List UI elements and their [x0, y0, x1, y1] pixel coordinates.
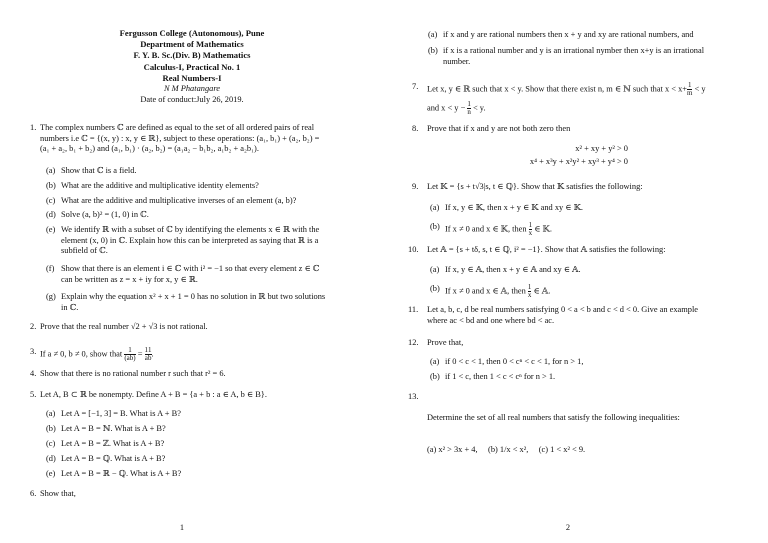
class-name: F. Y. B. Sc.(Div. B) Mathematics: [133, 50, 251, 61]
sub-question-text-line: if x is a rational number and y is an irrational nymber then x+y is an irrational: [443, 46, 705, 55]
fraction-one-over-m: [687, 82, 692, 97]
sub-question-text: ∈ 𝕂.: [534, 224, 552, 234]
question-number: 4.: [30, 369, 37, 378]
document-header: [30, 28, 354, 105]
question-number: 2.: [30, 322, 37, 331]
author-name: N M Phatangare: [164, 84, 220, 94]
sub-question-text: What are the additive and multiplicative identity elements?: [61, 181, 259, 190]
question-3: [30, 343, 360, 363]
page-2: [384, 0, 768, 543]
sub-question-label: (b): [428, 46, 438, 55]
fraction-numerator: 1: [527, 283, 532, 291]
sub-question-text: If x ≠ 0 and x ∈ 𝔸, then: [445, 286, 526, 296]
question-number: 11.: [408, 305, 419, 314]
fraction-one-over-x: [528, 284, 532, 299]
fraction-denominator: m: [686, 89, 693, 97]
sub-question-text-line: Show that there is an element i ∈ ℂ with i² = −1 so that every element z ∈ ℂ: [61, 264, 320, 273]
fraction-denominator: a: [144, 354, 148, 362]
fraction-one-over-x: [529, 222, 533, 237]
question-text-line: The complex numbers ℂ are defined as equal to the set of all ordered pairs of real: [40, 123, 315, 132]
sub-question-text: If x, y ∈ 𝔸, then x + y ∈ 𝔸 and xy ∈ 𝔸.: [445, 265, 581, 274]
sub-question-text: if 0 < c < 1, then 0 < cⁿ < c < 1, for n > 1,: [445, 357, 584, 366]
question-number: 1.: [30, 123, 37, 132]
question-number: 8.: [412, 124, 419, 133]
sub-question-text-line: Explain why the equation x² + x + 1 = 0 has no solution in ℝ but two solutions: [61, 292, 326, 301]
department-name: Department of Mathematics: [140, 39, 244, 50]
sub-question-label: (e): [46, 225, 56, 234]
fraction-one-over-n: [467, 101, 471, 116]
question-text: < y: [694, 84, 706, 94]
sub-question-text: if 1 < c, then 1 < c < cⁿ for n > 1.: [445, 372, 556, 381]
sub-question-label: (b): [46, 424, 56, 433]
sub-question-text-line: in ℂ.: [61, 302, 79, 312]
page-number: 1: [179, 523, 185, 532]
question-text: Prove that,: [427, 338, 464, 347]
sub-question-label: (c): [46, 439, 56, 448]
question-text: Let x, y ∈ ℝ such that x < y. Show that there exist n, m ∈ ℕ such that x < x+: [427, 84, 687, 94]
sub-question-label: (c): [46, 196, 56, 205]
question-number: 10.: [408, 245, 419, 254]
sub-question-label: (e): [46, 469, 56, 478]
sub-question-label: (d): [46, 210, 56, 219]
formula-quartic: x⁴ + x³y + x²y² + xy³ + y⁴ > 0: [529, 157, 628, 166]
sub-question-label: (f): [46, 264, 55, 273]
question-text: < y.: [472, 103, 486, 113]
sub-question-text: ∈ 𝔸.: [533, 286, 551, 296]
question-number: 9.: [412, 182, 419, 191]
sub-question-9b: [430, 218, 750, 236]
formula-quadratic: x² + xy + y² > 0: [575, 144, 628, 153]
question-text-line: (a) x² > 3x + 4, (b) 1/x < x², (c) 1 < x² < 9.: [427, 444, 586, 454]
sub-question-text-line: can be written as z = x + iy for x, y ∈ ℝ.: [61, 274, 198, 284]
question-text: Prove that if x and y are not both zero then: [427, 124, 571, 133]
sub-question-label: (b): [430, 284, 440, 293]
sub-question-text: Let A = B = ℚ. What is A + B?: [61, 454, 166, 463]
sub-question-text: Solve (a, b)² = (1, 0) in ℂ.: [61, 210, 149, 219]
question-text: Let 𝕂 = {s + t√3|s, t ∈ ℚ}. Show that 𝕂 satisfies the following:: [427, 182, 643, 191]
fraction-numerator: 1: [128, 346, 132, 354]
fraction-one-over-ab: [124, 347, 135, 362]
sub-question-label: (a): [430, 357, 440, 366]
sub-question-label: (b): [430, 222, 440, 231]
sub-question-label: (b): [430, 372, 440, 381]
fraction-denominator: x: [527, 291, 532, 299]
equals-sign: =: [137, 349, 143, 359]
question-number: 6.: [30, 489, 37, 498]
sub-question-label: (a): [430, 203, 440, 212]
fraction-numerator: 1: [528, 221, 533, 229]
question-number: 7.: [412, 82, 419, 91]
sub-question-10b: [430, 280, 750, 298]
sub-question-label: (d): [46, 454, 56, 463]
question-text-line: where ac < bd and one where bd < ac.: [427, 315, 555, 325]
sub-question-label: (a): [430, 265, 440, 274]
college-name: Fergusson College (Autonomous), Pune: [119, 28, 265, 38]
sub-question-text: Let A = B = ℤ. What is A + B?: [61, 439, 165, 448]
question-text: Let A, B ⊂ ℝ be nonempty. Define A + B = {a + b : a ∈ A, b ∈ B}.: [40, 390, 267, 399]
sub-question-text: if x and y are rational numbers then x + y and xy are rational numbers, and: [443, 30, 694, 39]
sub-question-text: Let A = B = ℕ. What is A + B?: [61, 424, 166, 433]
sub-question-text: If x, y ∈ 𝕂, then x + y ∈ 𝕂 and xy ∈ 𝕂.: [445, 203, 583, 212]
fraction-denominator: n: [467, 108, 471, 116]
sub-question-text-line: number.: [443, 56, 471, 66]
question-number: 5.: [30, 390, 37, 399]
sub-question-text-line: element (x, 0) in ℂ. Explain how this can be interpreted as saying that ℝ is a: [61, 235, 319, 245]
fraction-denominator: x: [528, 229, 533, 237]
fraction-denominator: (ab): [124, 354, 136, 362]
course-name: Calculus-I, Practical No. 1: [143, 61, 241, 72]
question-text: and x < y −: [427, 103, 466, 113]
question-number: 13.: [408, 392, 419, 401]
fraction-numerator: 1: [687, 81, 692, 89]
fraction-numerator: 1: [467, 100, 471, 108]
conduct-date: Date of conduct:July 26, 2019.: [140, 94, 244, 104]
question-text: Prove that the real number √2 + √3 is not rational.: [40, 322, 208, 331]
question-text-line: Determine the set of all real numbers that satisfy the following inequalities:: [427, 413, 680, 423]
sub-question-text: What are the additive and multiplicative inverses of an element (a, b)?: [61, 196, 297, 205]
fraction-numerator: 1: [148, 346, 152, 354]
question-text-line: numbers i.e ℂ = {(x, y) : x, y ∈ ℝ}, subject to these operations: (a₁, b₁) + (a₂, b₂) =: [40, 133, 320, 143]
question-text-line: Let a, b, c, d be real numbers satisfying 0 < a < b and c < d < 0. Give an example: [427, 305, 698, 314]
sub-question-label: (a): [46, 166, 56, 175]
sub-question-text: Let A = B = ℝ − ℚ. What is A + B?: [61, 469, 182, 478]
question-text: If a ≠ 0, b ≠ 0, show that: [40, 349, 123, 359]
sub-question-label: (a): [428, 30, 438, 39]
period: .: [151, 349, 154, 359]
fraction-numerator: 1: [144, 346, 149, 354]
question-7: [412, 76, 752, 116]
question-text-line: (a₁ + a₂, b₁ + b₂) and (a₁, b₁) · (a₂, b₂) = (a₁a₂ − b₁b₂, a₁b₂ + a₂b₁).: [40, 144, 259, 154]
sub-question-text: Let A = [−1, 3] = B. What is A + B?: [61, 409, 181, 418]
topic-title: Real Numbers-I: [162, 72, 222, 83]
sub-question-text-line: subfield of ℂ.: [61, 246, 108, 256]
sub-question-text: If x ≠ 0 and x ∈ 𝕂, then: [445, 224, 527, 234]
question-text: Show that there is no rational number r such that r² = 6.: [40, 369, 226, 378]
sub-question-text-line: We identify ℝ with a subset of ℂ by identifying the elements x ∈ ℝ with the: [61, 225, 320, 234]
page-number: 2: [565, 523, 571, 532]
sub-question-label: (g): [46, 292, 56, 301]
fraction-denominator: b: [148, 354, 152, 362]
sub-question-label: (b): [46, 181, 56, 190]
question-text: Let 𝔸 = {s + tδ, s, t ∈ ℚ, i² = −1}. Show that 𝔸 satisfies the following:: [427, 245, 666, 254]
question-number: 3.: [30, 347, 37, 356]
sub-question-text: Show that ℂ is a field.: [61, 166, 137, 175]
question-number: 12.: [408, 338, 419, 347]
question-text: Show that,: [40, 489, 76, 498]
sub-question-label: (a): [46, 409, 56, 418]
